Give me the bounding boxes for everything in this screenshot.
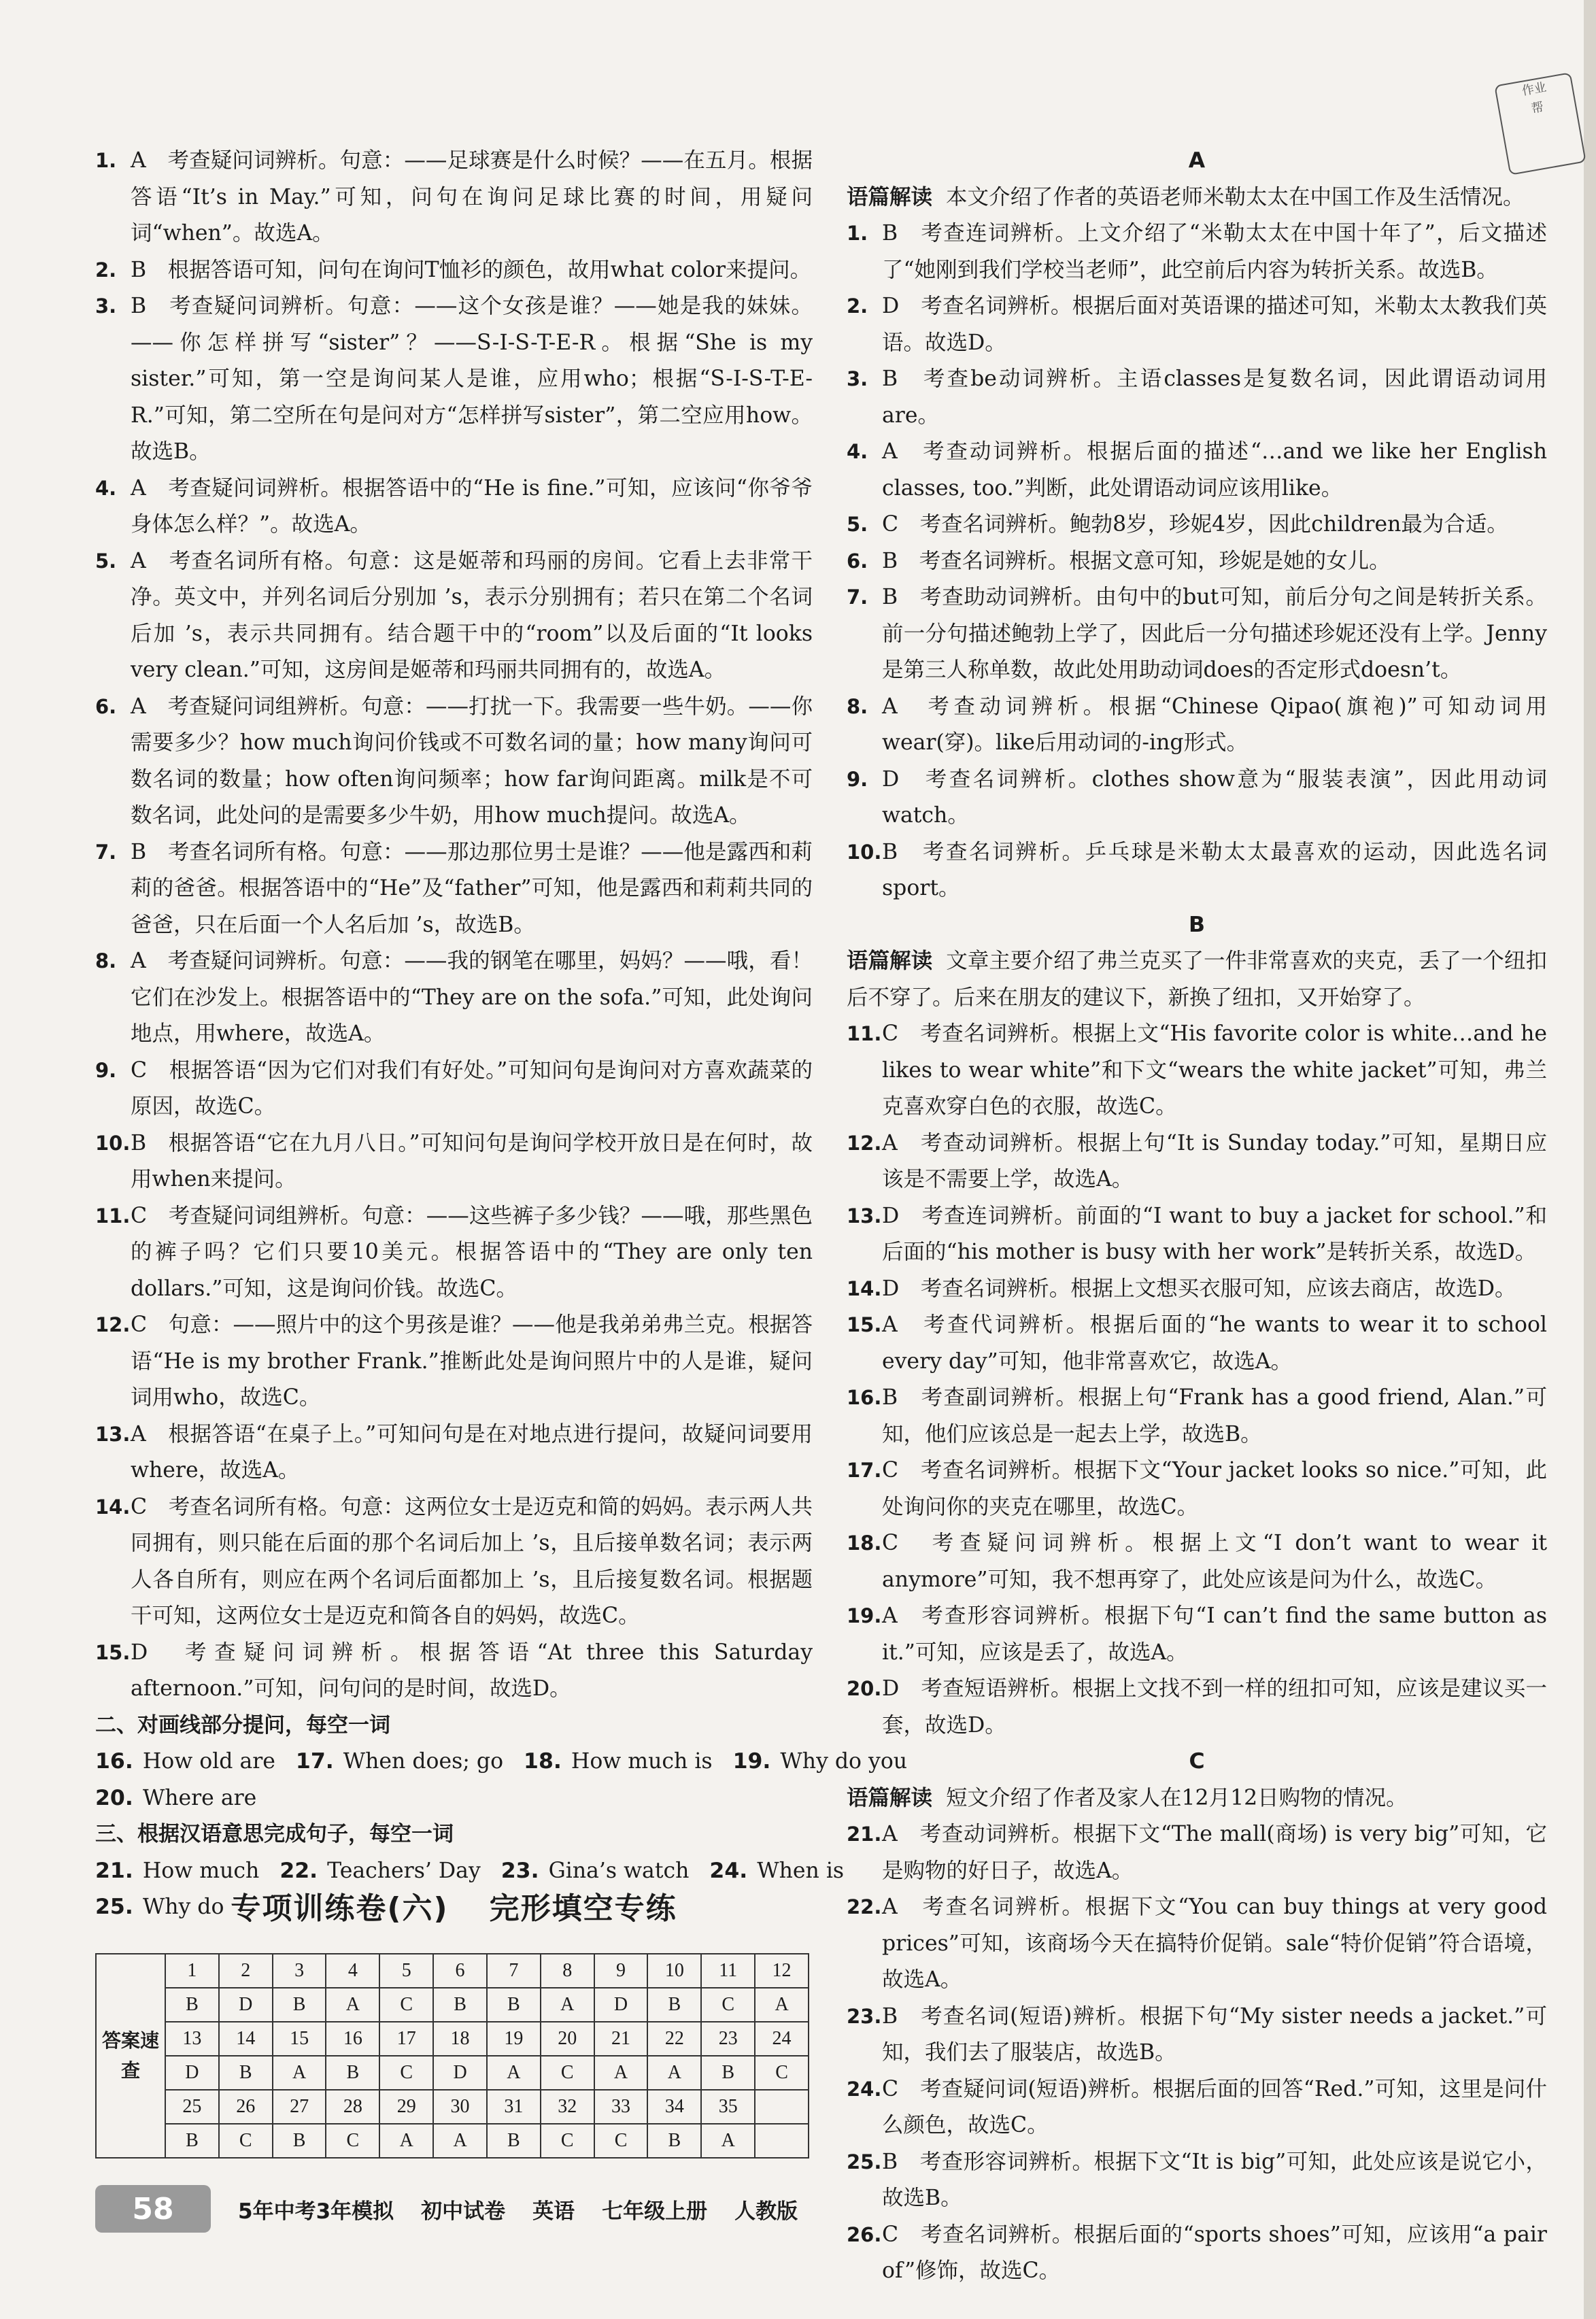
passage-a-answers (847, 216, 1547, 907)
item-text: B 考查形容词辨析。根据下文“It is big”可知，此处应该是说它小，故选B。 (882, 2149, 1547, 2210)
answer-item (847, 579, 1547, 689)
question-number-cell: 29 (379, 2090, 433, 2124)
answer-row (95, 1780, 813, 1817)
question-number-cell: 11 (701, 1954, 755, 1988)
question-number-cell: 32 (541, 2090, 594, 2124)
item-number: 2. (95, 258, 117, 282)
answer-entry (95, 1744, 275, 1780)
answer-number: 16. (95, 1749, 133, 1774)
item-number: 1. (95, 149, 117, 172)
answer-item (847, 834, 1547, 907)
answer-item (847, 361, 1547, 434)
question-number-cell: 1 (165, 1954, 219, 1988)
answer-item (95, 471, 813, 543)
item-text: B 考查名词辨析。根据文意可知，珍妮是她的女儿。 (882, 548, 1391, 573)
answer-cell: A (594, 2056, 648, 2090)
item-number: 8. (95, 949, 117, 972)
item-text: A 考查动词辨析。根据“Chinese Qipao(旗袍)”可知动词用wear(穿)。like后用动词的-ing形式。 (882, 694, 1547, 755)
item-number: 6. (847, 549, 868, 573)
answer-cell: B (487, 2124, 541, 2158)
answer-item (847, 434, 1547, 507)
answer-item (95, 1125, 813, 1198)
question-number-cell: 34 (647, 2090, 701, 2124)
answer-cell: B (487, 1988, 541, 2022)
item-text: D 考查名词辨析。根据后面对英语课的描述可知，米勒太太教我们英语。故选D。 (882, 294, 1547, 355)
question-number-cell (755, 2090, 809, 2124)
item-text: B 根据答语“它在九月八日。”可知问句是询问学校开放日是在何时，故用when来提问。 (131, 1130, 813, 1191)
answer-item (95, 1307, 813, 1417)
answer-item (847, 2217, 1547, 2290)
item-text: D 考查疑问词辨析。根据答语“At three this Saturday afternoon.”可知，问句问的是时间，故选D。 (131, 1640, 813, 1701)
question-number-cell: 17 (379, 2022, 433, 2056)
passage-a-label: A (1188, 148, 1206, 173)
item-text: C 考查名词辨析。根据上文“His favorite color is white…and he likes to wear white”和下文“wears the white jacket”可知，弗兰克喜欢穿白色的衣服，故选C。 (882, 1021, 1547, 1119)
answer-item (95, 1053, 813, 1125)
item-number: 22. (847, 1895, 882, 1918)
item-number: 14. (95, 1495, 131, 1519)
answer-cell: D (594, 1988, 648, 2022)
answer-cell: A (273, 2056, 326, 2090)
answer-item (95, 834, 813, 944)
question-number-cell: 27 (273, 2090, 326, 2124)
answer-cell: A (755, 1988, 809, 2022)
answer-cell: D (219, 1988, 273, 2022)
answer-entry (524, 1744, 713, 1780)
item-number: 17. (847, 1459, 882, 1482)
answer-item (847, 1016, 1547, 1125)
item-text: C 考查疑问词组辨析。句意：——这些裤子多少钱？——哦，那些黑色的裤子吗？它们只要10美元。根据答语中的“They are only ten dollars.”可知，这是询问价钱。故选C。 (131, 1203, 813, 1301)
answer-number: 24. (709, 1858, 748, 1883)
answer-cell: D (165, 2056, 219, 2090)
answer-cell: B (647, 1988, 701, 2022)
item-text: C 根据答语“因为它们对我们有好处。”可知问句是询问对方喜欢蔬菜的原因，故选C。 (131, 1057, 813, 1119)
answer-text: How much is (571, 1749, 713, 1774)
left-answer-list (95, 143, 813, 1708)
answer-item (95, 689, 813, 834)
question-number-cell: 26 (219, 2090, 273, 2124)
item-text: B 考查助动词辨析。由句中的but可知，前后分句之间是转折关系。前一分句描述鲍勃上学了，因此后一分句描述珍妮还没有上学。Jenny是第三人称单数，故此处用助动词does的否定形式doesn’t。 (882, 585, 1547, 682)
answer-item (847, 1999, 1547, 2071)
item-text: A 考查名词辨析。根据下文“You can buy things at very good prices”可知，该商场今天在搞特价促销。sale“特价促销”符合语境，故选A。 (882, 1895, 1547, 1992)
item-number: 21. (847, 1823, 882, 1846)
intro-text: 文章主要介绍了弗兰克买了一件非常喜欢的夹克，丢了一个纽扣后不穿了。后来在朋友的建议下，新换了纽扣，又开始穿了。 (847, 949, 1547, 1010)
answer-cell: B (273, 1988, 326, 2022)
item-text: A 根据答语“在桌子上。”可知问句是在对地点进行提问，故疑问词要用where，故选A。 (131, 1421, 813, 1483)
item-text: B 考查疑问词辨析。句意：——这个女孩是谁？——她是我的妹妹。——你怎样拼写“sister”？——S-I-S-T-E-R。根据“She is my sister.”可知，第一空是询问某人是谁，应用who；根据“S-I-S-T-E-R.”可知，第二空所在句是问对方“怎样拼写sister”，第二空应用how。故选B。 (131, 294, 813, 464)
answer-number: 25. (95, 1895, 133, 1919)
item-number: 9. (847, 767, 868, 791)
question-number-cell: 7 (487, 1954, 541, 1988)
answer-item (95, 252, 813, 289)
answer-cell: C (594, 2124, 648, 2158)
answer-table-row (96, 1988, 809, 2022)
answer-item (847, 1816, 1547, 1889)
answer-item (847, 1889, 1547, 1999)
question-number-cell: 21 (594, 2022, 648, 2056)
intro-label: 语篇解读 (847, 1785, 933, 1810)
item-text: B 考查副词辨析。根据上句“Frank has a good friend, Alan.”可知，他们应该总是一起去上学，故选B。 (882, 1385, 1547, 1446)
intro-text: 短文介绍了作者及家人在12月12日购物的情况。 (946, 1785, 1408, 1810)
item-text: D 考查短语辨析。根据上文找不到一样的纽扣可知，应该是建议买一套，故选D。 (882, 1676, 1547, 1738)
question-number-cell: 12 (755, 1954, 809, 1988)
intro-label: 语篇解读 (847, 184, 933, 209)
answer-number: 21. (95, 1858, 133, 1883)
item-text: B 考查名词(短语)辨析。根据下句“My sister needs a jacket.”可知，我们去了服装店，故选B。 (882, 2003, 1547, 2065)
answer-item (847, 2071, 1547, 2144)
item-number: 6. (95, 694, 117, 718)
item-number: 10. (95, 1131, 131, 1155)
answer-cell: A (379, 2124, 433, 2158)
answer-cell: B (165, 2124, 219, 2158)
item-text: A 考查疑问词辨析。句意：——足球赛是什么时候？——在五月。根据答语“It’s in May.”可知，问句在询问足球比赛的时间，用疑问词“when”。故选A。 (131, 148, 813, 246)
section-3-heading: 三、根据汉语意思完成句子，每空一词 (95, 1822, 454, 1846)
answer-cell: A (647, 2056, 701, 2090)
answer-cell: B (701, 2056, 755, 2090)
item-number: 23. (847, 2004, 882, 2028)
answer-cell: B (647, 2124, 701, 2158)
answer-cell: C (379, 2056, 433, 2090)
question-number-cell: 13 (165, 2022, 219, 2056)
item-text: A 考查动词辨析。根据后面的描述“…and we like her English classes, too.”判断，此处谓语动词应该用like。 (882, 439, 1547, 501)
item-number: 1. (847, 222, 868, 245)
answer-item (847, 1671, 1547, 1744)
answer-item (847, 2144, 1547, 2217)
answer-item (847, 1598, 1547, 1671)
answer-cell: C (541, 2124, 594, 2158)
question-number-cell: 30 (433, 2090, 487, 2124)
answer-cell: B (273, 2124, 326, 2158)
item-text: C 考查疑问词(短语)辨析。根据后面的回答“Red.”可知，这里是问什么颜色，故选C。 (882, 2076, 1547, 2137)
item-number: 25. (847, 2150, 882, 2173)
item-number: 15. (847, 1313, 882, 1336)
answer-item (847, 762, 1547, 834)
item-number: 13. (95, 1422, 131, 1446)
item-number: 9. (95, 1058, 117, 1082)
item-number: 4. (95, 476, 117, 500)
answer-table-label: 答案速查 (96, 1954, 165, 2158)
answer-cell: C (219, 2124, 273, 2158)
question-number-cell: 23 (701, 2022, 755, 2056)
item-number: 8. (847, 694, 868, 718)
item-number: 3. (847, 367, 868, 390)
footer-subject: 英语 (532, 2199, 575, 2224)
answer-text: Teachers’ Day (327, 1858, 481, 1883)
answer-cell: D (433, 2056, 487, 2090)
item-text: D 考查连词辨析。前面的“I want to buy a jacket for school.”和后面的“his mother is busy with her work”是转折关系，故选D。 (882, 1203, 1547, 1264)
answer-item (95, 1198, 813, 1308)
passage-c-answers (847, 1816, 1547, 2290)
answer-item (847, 1271, 1547, 1308)
item-number: 18. (847, 1531, 882, 1555)
question-number-cell: 6 (433, 1954, 487, 1988)
question-number-cell: 10 (647, 1954, 701, 1988)
passage-c-label: C (1189, 1749, 1205, 1774)
item-text: B 考查be动词辨析。主语classes是复数名词，因此谓语动词用are。 (882, 367, 1547, 428)
item-text: C 考查名词辨析。鲍勃8岁，珍妮4岁，因此children最为合适。 (882, 512, 1508, 537)
item-text: A 考查名词所有格。句意：这是姬蒂和玛丽的房间。它看上去非常干净。英文中，并列名词后分别加 ’s，表示分别拥有；若只在第二个名词后加 ’s，表示共同拥有。结合题干中的“room”以及后面的“It looks very clean.”可知，这房间是姬蒂和玛丽共同拥有的，故选A。 (131, 548, 813, 682)
question-number-cell: 35 (701, 2090, 755, 2124)
question-number-cell: 28 (326, 2090, 379, 2124)
answer-text: How old are (142, 1749, 275, 1774)
answer-cell: C (379, 1988, 433, 2022)
item-text: B 考查名词辨析。乒乓球是米勒太太最喜欢的运动，因此选名词sport。 (882, 839, 1547, 900)
passage-b-intro (847, 943, 1547, 1016)
answer-cell: C (541, 2056, 594, 2090)
item-text: A 考查动词辨析。根据下文“The mall(商场) is very big”可知，它是购物的好日子，故选A。 (882, 1822, 1547, 1883)
answer-item (847, 288, 1547, 361)
item-number: 16. (847, 1386, 882, 1409)
passage-a-intro (847, 180, 1547, 216)
answer-table-row (96, 2090, 809, 2124)
answer-entry (296, 1744, 503, 1780)
item-text: B 根据答语可知，问句在询问T恤衫的颜色，故用what color来提问。 (131, 257, 812, 282)
question-number-cell: 19 (487, 2022, 541, 2056)
answer-item (95, 288, 813, 471)
item-text: A 考查动词辨析。根据上句“It is Sunday today.”可知，星期日应该是不需要上学，故选A。 (882, 1130, 1547, 1191)
question-number-cell: 9 (594, 1954, 648, 1988)
item-text: B 考查连词辨析。上文介绍了“米勒太太在中国十年了”，后文描述了“她刚到我们学校当老师”，此空前后内容为转折关系。故选B。 (882, 221, 1547, 282)
answer-item (95, 1635, 813, 1708)
answer-number: 22. (279, 1858, 318, 1883)
question-number-cell: 31 (487, 2090, 541, 2124)
answer-cell: B (219, 2056, 273, 2090)
answer-cell: A (541, 1988, 594, 2022)
item-text: A 考查疑问词辨析。句意：——我的钢笔在哪里，妈妈？——哦，看！它们在沙发上。根据答语中的“They are on the sofa.”可知，此处询问地点，用where，故选A。 (131, 949, 813, 1046)
item-number: 4. (847, 440, 868, 463)
item-number: 15. (95, 1640, 131, 1664)
answer-entry (95, 1780, 256, 1817)
title-sub: 完形填空专练 (489, 1891, 677, 1926)
answer-number: 20. (95, 1785, 133, 1810)
answer-text: When is (757, 1858, 845, 1883)
item-number: 3. (95, 294, 117, 318)
title-main: 专项训练卷(六) (231, 1891, 449, 1926)
answer-table-row (96, 1954, 809, 1988)
item-text: A 考查疑问词辨析。根据答语中的“He is fine.”可知，应该问“你爷爷身体怎么样？”。故选A。 (131, 475, 813, 537)
answer-item (847, 1453, 1547, 1525)
right-column (847, 143, 1547, 2290)
answer-item (847, 1198, 1547, 1271)
answer-text: Gina’s watch (548, 1858, 690, 1883)
page-number: 58 (95, 2185, 211, 2233)
question-number-cell: 2 (219, 1954, 273, 1988)
question-number-cell: 24 (755, 2022, 809, 2056)
item-number: 13. (847, 1204, 882, 1228)
answer-item (95, 143, 813, 252)
item-number: 11. (95, 1204, 131, 1228)
answer-number: 17. (295, 1749, 334, 1774)
question-number-cell: 25 (165, 2090, 219, 2124)
question-number-cell: 20 (541, 2022, 594, 2056)
answer-table-row (96, 2022, 809, 2056)
question-number-cell: 8 (541, 1954, 594, 1988)
footer-series: 5年中考3年模拟 (238, 2199, 394, 2224)
answer-text: How much (142, 1858, 260, 1883)
question-number-cell: 15 (273, 2022, 326, 2056)
intro-label: 语篇解读 (847, 949, 933, 973)
passage-b-label: B (1188, 912, 1205, 937)
answer-item (95, 543, 813, 689)
answer-text: When does; go (343, 1749, 504, 1774)
item-number: 5. (95, 549, 117, 573)
answer-item (847, 543, 1547, 580)
answer-cell: B (165, 1988, 219, 2022)
section-2-heading: 二、对画线部分提问，每空一词 (95, 1712, 390, 1738)
item-text: A 考查形容词辨析。根据下句“I can’t find the same button as it.”可知，应该是丢了，故选A。 (882, 1604, 1547, 1665)
answer-cell: A (326, 1988, 379, 2022)
item-text: A 考查代词辨析。根据后面的“he wants to wear it to school every day”可知，他非常喜欢它，故选A。 (882, 1313, 1547, 1374)
answer-table-row (96, 2124, 809, 2158)
item-number: 10. (847, 840, 882, 864)
answer-item (847, 1380, 1547, 1453)
footer (95, 2182, 798, 2236)
footer-grade: 七年级上册 (602, 2199, 708, 2224)
item-number: 11. (847, 1022, 882, 1045)
item-number: 7. (847, 586, 868, 609)
answer-number: 23. (500, 1858, 539, 1883)
item-text: B 考查名词所有格。句意：——那边那位男士是谁？——他是露西和莉莉的爸爸。根据答语中的“He”及“father”可知，他是露西和莉莉共同的爸爸，只在后面一个人名后加 ’s，故选B。 (131, 839, 813, 937)
answer-row (95, 1744, 908, 1780)
answer-item (847, 689, 1547, 762)
item-text: C 句意：——照片中的这个男孩是谁？——他是我弟弟弗兰克。根据答语“He is my brother Frank.”推断此处是询问照片中的人是谁，疑问词用who，故选C。 (131, 1313, 813, 1410)
page-edge (1584, 0, 1596, 2319)
question-number-cell: 5 (379, 1954, 433, 1988)
item-text: D 考查名词辨析。clothes show意为“服装表演”，因此用动词watch。 (882, 766, 1547, 828)
answer-item (847, 216, 1547, 288)
answer-text: Where are (142, 1785, 257, 1810)
stamp-text-1: 作业 (1521, 80, 1548, 99)
answer-cell: B (326, 2056, 379, 2090)
answer-item (95, 1489, 813, 1635)
answer-number: 18. (524, 1749, 562, 1774)
item-number: 20. (847, 1677, 882, 1700)
item-number: 12. (95, 1313, 131, 1336)
answer-item (95, 1417, 813, 1489)
item-text: A 考查疑问词组辨析。句意：——打扰一下。我需要一些牛奶。——你需要多少？how much询问价钱或不可数名词的量；how many询问可数名词的数量；how often询问频率；how far询问距离。milk是不可数名词，此处问的是需要多少牛奶，用how much提问。故选A。 (131, 694, 813, 828)
question-number-cell: 14 (219, 2022, 273, 2056)
footer-type: 初中试卷 (421, 2199, 506, 2224)
question-number-cell: 33 (594, 2090, 648, 2124)
answer-item (847, 1125, 1547, 1198)
item-text: C 考查名词所有格。句意：这两位女士是迈克和简的妈妈。表示两人共同拥有，则只能在后面的那个名词后加上 ’s，且后接单数名词；表示两人各自所有，则应在两个名词后面都加上 ’s，且后接复数名词。根据题干可知，这两位女士是迈克和简各自的妈妈，故选C。 (131, 1494, 813, 1628)
answer-text: Why do you (780, 1749, 908, 1774)
passage-c-intro (847, 1780, 1547, 1817)
answer-cell: A (701, 2124, 755, 2158)
question-number-cell: 16 (326, 2022, 379, 2056)
answer-table (95, 1953, 809, 2159)
answer-cell: C (326, 2124, 379, 2158)
answer-cell (755, 2124, 809, 2158)
passage-b-answers (847, 1016, 1547, 1744)
item-number: 2. (847, 294, 868, 318)
footer-edition: 人教版 (734, 2199, 798, 2224)
answer-item (847, 507, 1547, 543)
answer-cell: C (701, 1988, 755, 2022)
answer-cell: A (433, 2124, 487, 2158)
answer-number: 19. (732, 1749, 771, 1774)
answer-cell: C (755, 2056, 809, 2090)
question-number-cell: 22 (647, 2022, 701, 2056)
item-number: 7. (95, 840, 117, 864)
page-title (95, 1884, 813, 1927)
intro-text: 本文介绍了作者的英语老师米勒太太在中国工作及生活情况。 (946, 184, 1525, 209)
item-text: C 考查名词辨析。根据后面的“sports shoes”可知，应该用“a pair of”修饰，故选C。 (882, 2222, 1547, 2283)
item-number: 5. (847, 513, 868, 536)
item-number: 24. (847, 2077, 882, 2101)
item-number: 14. (847, 1276, 882, 1300)
stamp-text-2: 帮 (1530, 99, 1545, 116)
answer-item (95, 943, 813, 1053)
item-number: 26. (847, 2222, 882, 2246)
answer-table-row (96, 2056, 809, 2090)
question-number-cell: 4 (326, 1954, 379, 1988)
answer-text: Why do (142, 1895, 224, 1919)
answer-item (847, 1525, 1547, 1598)
answer-cell: A (487, 2056, 541, 2090)
item-text: C 考查疑问词辨析。根据上文“I don’t want to wear it anymore”可知，我不想再穿了，此处应该是问为什么，故选C。 (882, 1531, 1547, 1592)
item-text: C 考查名词辨析。根据下文“Your jacket looks so nice.”可知，此处询问你的夹克在哪里，故选C。 (882, 1458, 1547, 1519)
answer-cell: B (433, 1988, 487, 2022)
question-number-cell: 3 (273, 1954, 326, 1988)
answer-item (847, 1307, 1547, 1380)
item-number: 19. (847, 1604, 882, 1627)
question-number-cell: 18 (433, 2022, 487, 2056)
item-text: D 考查名词辨析。根据上文想买衣服可知，应该去商店，故选D。 (882, 1276, 1516, 1301)
item-number: 12. (847, 1131, 882, 1155)
